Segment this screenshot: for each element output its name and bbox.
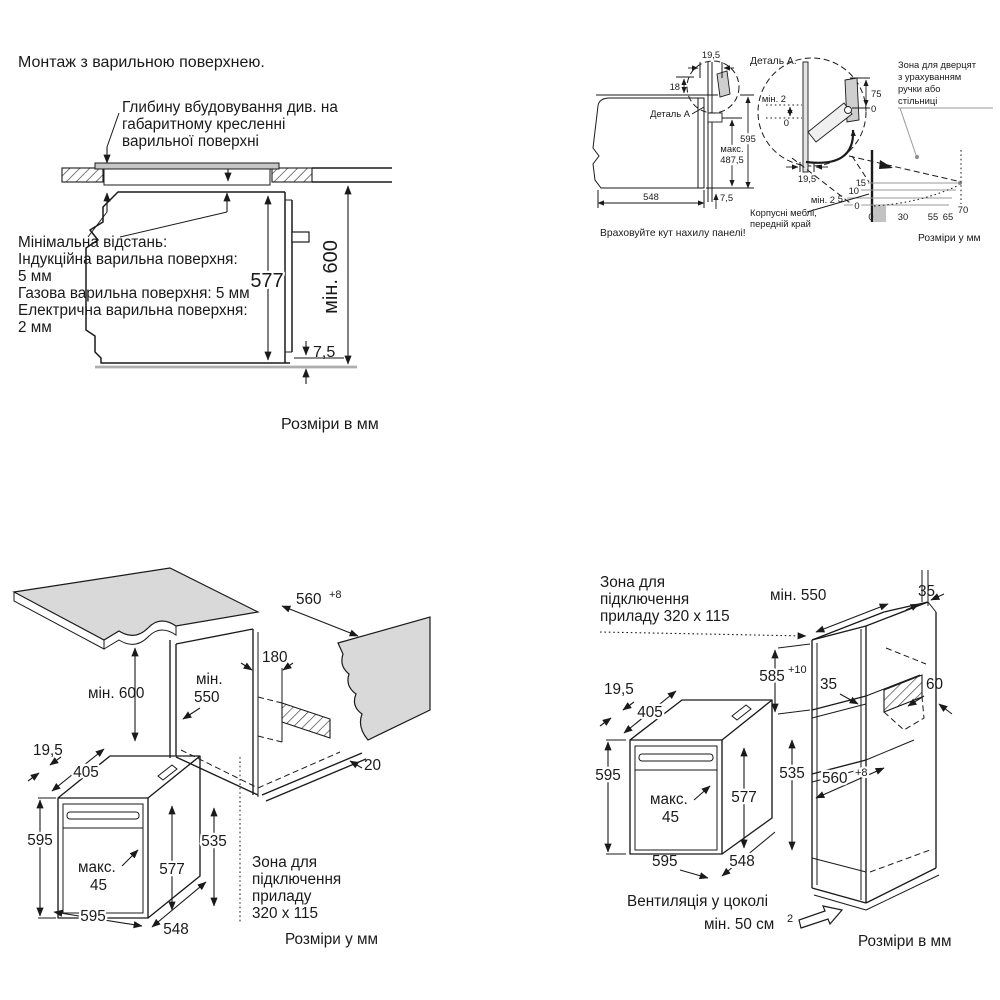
vent-note-line: Вентиляція у цоколі [627, 893, 768, 910]
door-zone-note-line: ручки або [898, 83, 941, 94]
dim-min-height: мін. 600 [88, 685, 145, 702]
zone-reference-dot [915, 155, 919, 159]
zone-note-line: підключення [600, 591, 690, 608]
embed-depth-note-line: габаритному кресленні [122, 116, 286, 133]
dim-height: 595 [595, 767, 621, 784]
panel-cross-section [873, 206, 886, 222]
dim-niche-width-tol: +8 [855, 767, 868, 779]
dim-depth: 548 [163, 921, 189, 938]
dim-hinge-width: 19,5 [701, 49, 721, 60]
dim-front-frame: 19,5 [604, 681, 634, 698]
dim-height: 595 [27, 832, 53, 849]
furniture-front-panel [803, 62, 808, 172]
dim-min-depth-value: 550 [194, 689, 220, 706]
zone-note-line: приладу 320 x 115 [600, 608, 730, 625]
door-zone-note-line: стільниці [898, 95, 938, 106]
graph-y-tick: 15 [855, 177, 866, 188]
worktop-hatch-left [62, 168, 103, 182]
furniture-note-line: Корпусні меблі, [750, 207, 817, 218]
graph-x-tick: 30 [897, 211, 909, 222]
tilt-note: Враховуйте кут нахилу панелі! [600, 228, 746, 239]
dim-depth-548: 548 [643, 191, 659, 202]
dim-min-depth-word: мін. [196, 671, 223, 688]
dim-height-595: 595 [740, 133, 756, 144]
dim-niche-width-tol: +8 [329, 589, 342, 601]
min-distance-note-line: 5 мм [18, 268, 52, 285]
units-caption: Розміри у мм [285, 931, 379, 948]
dim-max-depth-value: 487,5 [720, 154, 744, 165]
furniture-note-line: передній край [750, 218, 811, 229]
hob-top-panel [95, 163, 279, 169]
worktop-hatch-right [272, 168, 312, 182]
door-zone-note-line: Зона для дверцят [898, 59, 977, 70]
hinge-pivot [845, 107, 852, 114]
dim-min-depth: мін. 550 [770, 587, 827, 604]
dim-depth: 548 [729, 853, 755, 870]
units-caption: Розміри в мм [281, 416, 379, 433]
dim-side-gap: 20 [364, 757, 382, 774]
dim-shelf-gap: 35 [820, 676, 838, 693]
dim-inner-height: 535 [779, 765, 805, 782]
min-distance-note-line: Мінімальна відстань: [18, 234, 168, 251]
graph-x-tick: 70 [957, 204, 969, 215]
dim-max-depth-word: макс. [720, 143, 744, 154]
dim-body-height: 577 [159, 861, 185, 878]
vent-note-superscript: 2 [787, 913, 794, 925]
dim-niche-height: 585 [759, 668, 785, 685]
dim-bottom-gap: 7,5 [720, 192, 734, 203]
dim-min-niche-height: мін. 600 [320, 240, 342, 314]
zone-note-line: приладу [252, 888, 312, 905]
dim-top-depth: 405 [73, 764, 99, 781]
dim-width: 595 [652, 853, 678, 870]
dim-width: 595 [80, 908, 106, 925]
dim-zone-depth: 60 [926, 676, 944, 693]
zone-note-line: 320 x 115 [252, 905, 319, 922]
zone-note-line: Зона для [252, 854, 318, 871]
front-zero: 0 [783, 117, 789, 128]
dim-top-depth: 405 [637, 704, 663, 721]
dim-max-value: 45 [662, 809, 680, 826]
dim-rear-gap: 180 [262, 649, 288, 666]
dim-max-word: макс. [650, 791, 688, 808]
panel-title: Монтаж з варильною поверхнею. [18, 54, 265, 71]
dim-body-height: 577 [731, 789, 757, 806]
oven-handle-profile [292, 232, 309, 242]
detail-a-label: Деталь A [650, 108, 690, 119]
graph-x-tick: 0 [868, 211, 874, 222]
dim-niche-width: 560 [822, 770, 848, 787]
dim-door-travel: 75 [871, 88, 882, 99]
dim-wall-gap: 35 [918, 583, 936, 600]
dim-bottom-gap: 7,5 [313, 344, 336, 361]
embed-depth-note-line: варильної поверхні [122, 133, 259, 150]
dim-detail-width: 19,5 [797, 173, 817, 184]
dim-max-value: 45 [90, 877, 108, 894]
graph-x-tick: 65 [942, 211, 954, 222]
dim-niche-height-tol: +10 [788, 664, 807, 676]
embed-depth-note-line: Глибину вбудовування див. на [122, 99, 338, 116]
detail-a-title: Деталь A. [750, 56, 797, 67]
graph-y-tick: 0 [854, 200, 860, 211]
graph-y-tick: 10 [848, 185, 859, 196]
graph-x-tick: 55 [927, 211, 939, 222]
units-caption: Розміри у мм [918, 233, 981, 244]
min-distance-note-line: Електрична варильна поверхня: [18, 302, 248, 319]
oven-handle-side [708, 113, 722, 122]
dim-max-word: макс. [78, 859, 116, 876]
dim-top-offset: 18 [669, 81, 680, 92]
graph-y-tick: 5 [837, 193, 843, 204]
min-distance-note-line: 2 мм [18, 319, 52, 336]
vent-note-line: мін. 50 см [704, 916, 775, 933]
dim-niche-height: 535 [201, 833, 227, 850]
zone-note-line: Зона для [600, 574, 666, 591]
dim-front-min: мін. 2 [761, 93, 786, 104]
units-caption: Розміри в мм [858, 933, 952, 950]
dim-oven-height: 577 [250, 270, 284, 292]
door-zero: 0 [871, 103, 877, 114]
graph-min-label: мін. 2 [810, 194, 835, 205]
min-distance-note-line: Газова варильна поверхня: 5 мм [18, 285, 250, 302]
dim-niche-width: 560 [296, 591, 322, 608]
zone-note-line: підключення [252, 871, 342, 888]
dim-front-frame: 19,5 [33, 742, 63, 759]
door-zone-note-line: з урахуванням [898, 71, 962, 82]
min-distance-note-line: Індукційна варильна поверхня: [18, 251, 238, 268]
